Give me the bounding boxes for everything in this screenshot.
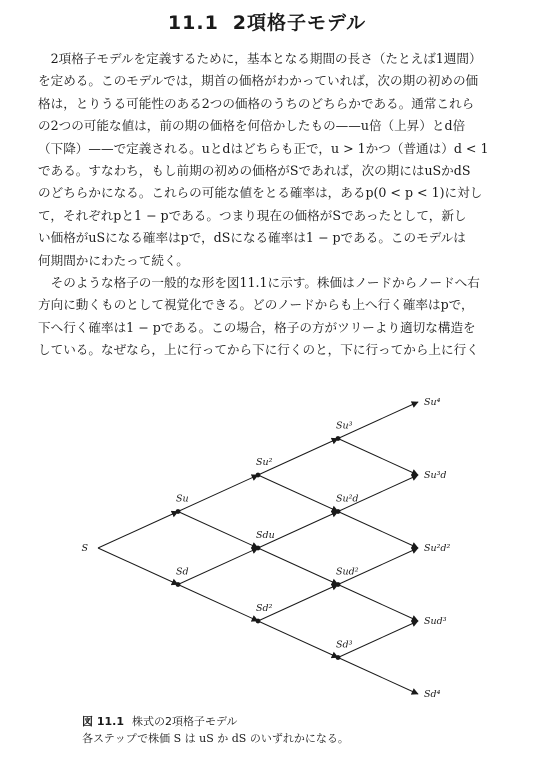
- lattice-node-Sdu: [256, 546, 261, 551]
- lattice-label-S: S: [81, 543, 88, 554]
- figure-subtitle: 各ステップで株価 S は uS か dS のいずれかになる。: [82, 732, 349, 745]
- lattice-edge-Su2-Su2d: [258, 475, 338, 512]
- lattice-node-Su: [176, 509, 181, 514]
- lattice-node-Su3: [336, 436, 341, 441]
- paragraph-line: を定める。このモデルでは，期首の価格がわかっていれば，次の期の初めの価: [38, 73, 479, 89]
- lattice-edge-Su-Su2: [178, 475, 258, 512]
- figure-title: 株式の2項格子モデル: [131, 715, 238, 728]
- lattice-label-Su3: Su³: [336, 420, 353, 432]
- lattice-label-Sud3: Sud³: [424, 616, 447, 627]
- lattice-label-Su4: Su⁴: [424, 397, 441, 408]
- lattice-label-Su2d2: Su²d²: [424, 543, 451, 554]
- lattice-edge-Su3-Su3d: [338, 439, 418, 476]
- lattice-node-Sd: [176, 582, 181, 587]
- figure-caption: [82, 713, 349, 747]
- paragraph-line: （下降）——で定義される。uとdはどちらも正で，u > 1かつ（普通は）d < 1: [38, 140, 489, 156]
- lattice-label-Su2d: Su²d: [336, 493, 359, 505]
- paragraph-1: [38, 48, 504, 272]
- figure-number: 図 11.1: [82, 715, 124, 728]
- lattice-label-Sd2: Sd²: [256, 603, 273, 614]
- paragraph-line: て，それぞれpと1 − pである。つまり現在の価格がSであったとして，新し: [38, 207, 467, 223]
- lattice-label-Sd3: Sd³: [336, 639, 353, 651]
- paragraph-line: である。すなわち，もし前期の初めの価格がSであれば，次の期にはuSかdS: [38, 163, 471, 179]
- lattice-edge-Sd2-Sd3: [258, 621, 338, 658]
- section-title: 2項格子モデル: [232, 12, 367, 34]
- paragraph-line: している。なぜなら，上に行ってから下に行くのと，下に行ってから上に行く: [38, 342, 479, 358]
- paragraph-line: 下へ行く確率は1 − pである。この場合，格子の方がツリーより適切な構造を: [38, 319, 476, 335]
- lattice-label-Su3d: Su³d: [424, 470, 447, 481]
- lattice-label-Sdu: Sdu: [256, 530, 275, 541]
- lattice-label-Sud2: Sud²: [336, 566, 359, 578]
- lattice-node-Sd2: [256, 619, 261, 624]
- paragraph-line: 2項格子モデルを定義するために，基本となる期間の長さ（たとえば1週間）: [38, 51, 482, 66]
- lattice-edge-S-Sd: [98, 548, 178, 585]
- paragraph-line: 格は，とりうる可能性のある2つの価格のうちのどちらかである。通常これら: [38, 95, 475, 111]
- lattice-label-Sd: Sd: [176, 566, 189, 578]
- paragraph-line: のどちらかになる。これらの可能な値をとる確率は，あるp(0 < p < 1)に対し: [38, 185, 483, 201]
- lattice-node-Sud2: [336, 582, 341, 587]
- lattice-edge-Sd-Sdu: [178, 548, 258, 585]
- lattice-node-Sd3: [336, 655, 341, 660]
- paragraph-line: の2つの可能な値は，前の期の価格を何倍かしたもの——u倍（上昇）とd倍: [38, 118, 466, 134]
- lattice-edge-Su2d-Su2d2: [338, 512, 418, 549]
- lattice-edge-Sud2-Sud3: [338, 585, 418, 622]
- lattice-nodes: [81, 397, 450, 700]
- lattice-node-Su2: [256, 473, 261, 478]
- lattice-label-Su2: Su²: [256, 457, 273, 468]
- lattice-edge-Sd-Sd2: [178, 585, 258, 622]
- lattice-edge-S-Su: [98, 512, 178, 549]
- lattice-edge-Sd3-Sd4: [338, 658, 418, 695]
- lattice-edge-Su-Sdu: [178, 512, 258, 549]
- lattice-edge-Sdu-Sud2: [258, 548, 338, 585]
- binomial-lattice-figure: [0, 378, 534, 710]
- lattice-label-Su: Su: [176, 493, 189, 505]
- lattice-label-Sd4: Sd⁴: [424, 689, 441, 700]
- paragraph-line: そのような格子の一般的な形を図11.1に示す。株価はノードからノードへ右: [38, 275, 480, 290]
- lattice-node-Su2d: [336, 509, 341, 514]
- section-number: 11.1: [167, 12, 219, 34]
- paragraph-line: 方向に動くものとして視覚化できる。どのノードからも上へ行く確率はpで，: [38, 297, 474, 313]
- paragraph-2: [38, 272, 504, 362]
- paragraph-line: 何期間かにわたって続く。: [38, 252, 189, 268]
- section-heading: [0, 8, 534, 35]
- paragraph-line: い価格がuSになる確率はpで，dSになる確率は1 − pである。このモデルは: [38, 230, 466, 246]
